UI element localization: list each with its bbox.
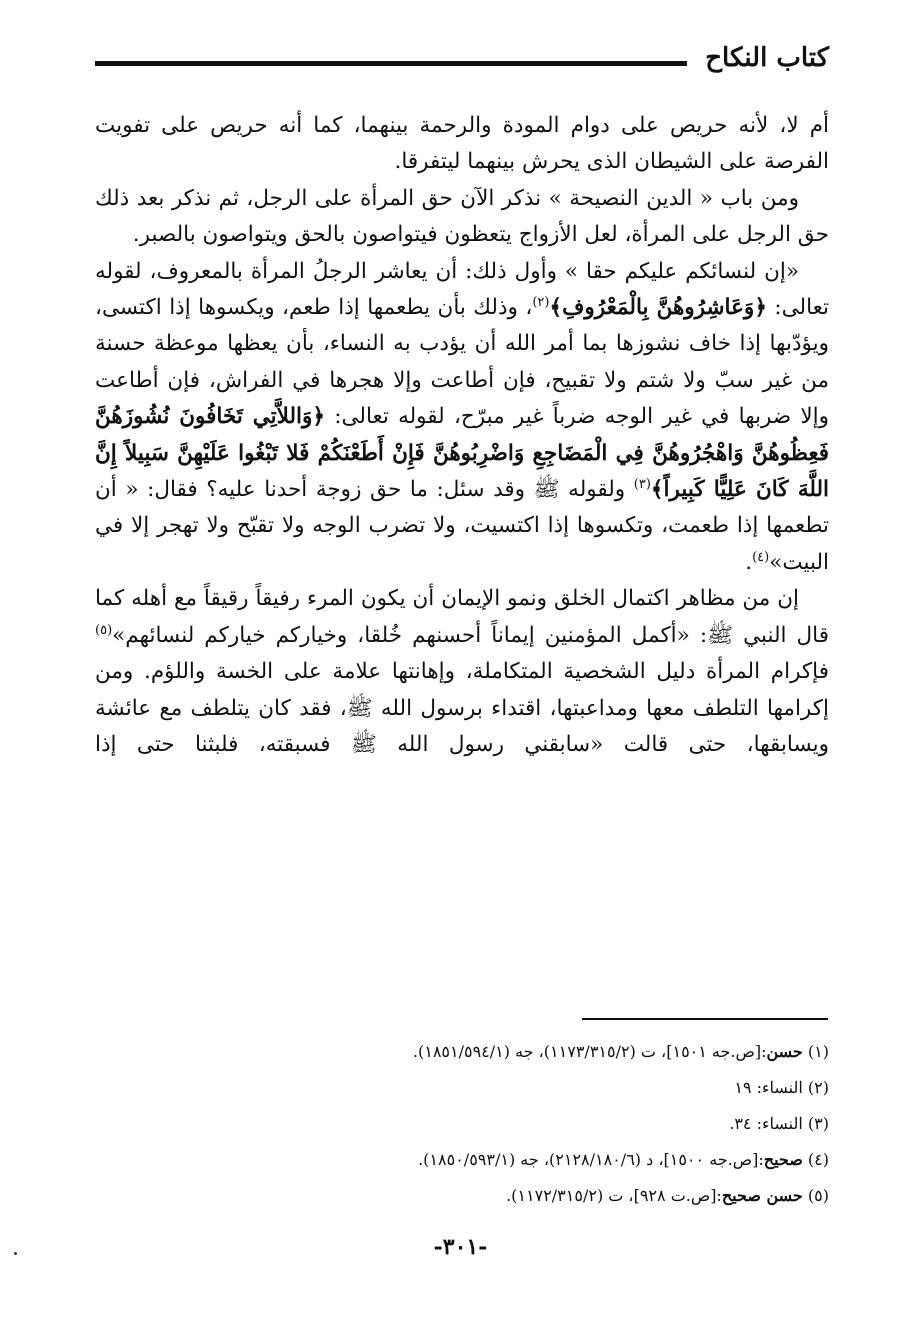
footnote-5 [95, 1178, 829, 1214]
footnote-number: (١) [807, 1042, 829, 1061]
text-run: «إن لنسائكم عليكم حقا » وأول ذلك: أن يعاشر الرجلُ المرأة بالمعروف، لقوله تعالى: [95, 258, 829, 321]
footnote-4 [95, 1142, 829, 1178]
footnote-separator [582, 1018, 828, 1020]
footnote-grade: حسن صحيح [721, 1186, 803, 1205]
quran-verse: ﴿وَاللاَّتِي تَخَافُونَ نُشُوزَهُنَّ فَعِظُوهُنَّ وَاهْجُرُوهُنَّ فِي الْمَضَاجِعِ وَاضْرِبُوهُنَّ فَإِنْ أَطَعْنَكُمْ فَلا تَبْغُوا عَلَيْهِنَّ سَبِيلاً إِنَّ اللَّهَ كَانَ عَلِيًّا كَبِيراً﴾ [95, 404, 829, 503]
text-run: فإكرام المرأة دليل الشخصية المتكاملة، وإهانتها علامة على الخسة واللؤم. ومن إكرامها التلطف معها ومداعبتها، اقتداء برسول الله ﷺ، فقد كان يتلطف مع عائشة ويسابقها، حتى قالت «سابقني رسول الله ﷺ فسبقته، فلبثنا حتى إذا [95, 659, 829, 757]
paragraph-1: أم لا، لأنه حريص على دوام المودة والرحمة بينهما، كما أنه حريص على تفويت الفرصة على الشيطان الذى يحرش بينهما ليتفرقا. [95, 113, 829, 175]
scan-speck [14, 1252, 17, 1255]
page-number: -٣٠١- [433, 1234, 488, 1260]
footnote-ref: (٢) [532, 294, 550, 310]
text-run: . [745, 549, 753, 575]
paragraph-3 [95, 254, 829, 582]
footnote-2 [95, 1070, 829, 1106]
footnote-ref: :[ص.ت ٩٢٨]، ت (١١٧٢/٣١٥/٢). [506, 1186, 722, 1205]
footnote-ref: :[ص.جه ١٥٠١]، ت (١١٧٣/٣١٥/٢)، جه (١٨٥١/٥٩٤/١). [412, 1042, 767, 1061]
footnote-ref: (٥) [95, 622, 113, 638]
chapter-title: كتاب النكاح [705, 43, 829, 73]
main-text [95, 108, 829, 763]
footnote-ref: (٤) [752, 549, 770, 565]
text-run: ولقوله ﷺ وقد سئل: ما حق زوجة أحدنا عليه؟ فقال: « أن تطعمها إذا طعمت، وتكسوها إذا اكتسيت، ولا تضرب الوجه ولا تقبّح ولا تهجر إلا في البيت» [95, 477, 829, 575]
paragraph-2: ومن باب « الدين النصيحة » نذكر الآن حق المرأة على الرجل، ثم نذكر بعد ذلك حق الرجل على المرأة، لعل الأزواج يتعظون فيتواصون بالحق ويتواصون بالصبر. [95, 185, 829, 248]
footnote-number: (٥) [807, 1186, 829, 1205]
footnote-number: (٤) [807, 1150, 829, 1169]
footnote-3 [95, 1106, 829, 1142]
paragraph-4 [95, 581, 829, 763]
header-rule [95, 61, 687, 66]
footnote-grade: صحيح [763, 1150, 803, 1169]
running-header [95, 38, 829, 78]
text-run: ، وذلك بأن يطعمها إذا طعم، ويكسوها إذا اكتسى، ويؤدّبها إذا خاف نشوزها بما أمر الله أن يؤدب به النساء، بأن يعظها موعظة حسنة من غير سبّ ولا شتم ولا تقبيح، فإن أطاعت وإلا هجرها في الفراش، فإن أطاعت وإلا ضربها في غير الوجه ضرباً غير مبرّح، لقوله تعالى: [95, 295, 830, 430]
footnote-ref: النساء: ١٩ [734, 1078, 803, 1097]
text-run: إن من مظاهر اكتمال الخلق ونمو الإيمان أن يكون المرء رفيقاً رقيقاً مع أهله كما قال النبي ﷺ: «أكمل المؤمنين إيماناً أحسنهم خُلقا، وخياركم خياركم لنسائهم» [95, 586, 829, 648]
footnotes [95, 1034, 829, 1214]
footnote-1 [95, 1034, 829, 1070]
footnote-ref: :[ص.جه ١٥٠٠]، د (٢١٢٨/١٨٠/٦)، جه (١٨٥٠/٥٩٣/١). [418, 1150, 764, 1169]
footnote-ref: النساء: ٣٤. [729, 1114, 803, 1133]
footnote-number: (٢) [807, 1078, 829, 1097]
quran-verse: ﴿وَعَاشِرُوهُنَّ بِالْمَعْرُوفِ﴾ [549, 295, 767, 321]
footnote-grade: حسن [766, 1042, 803, 1061]
footnote-number: (٣) [807, 1114, 829, 1133]
footnote-ref: (٣) [633, 476, 651, 492]
